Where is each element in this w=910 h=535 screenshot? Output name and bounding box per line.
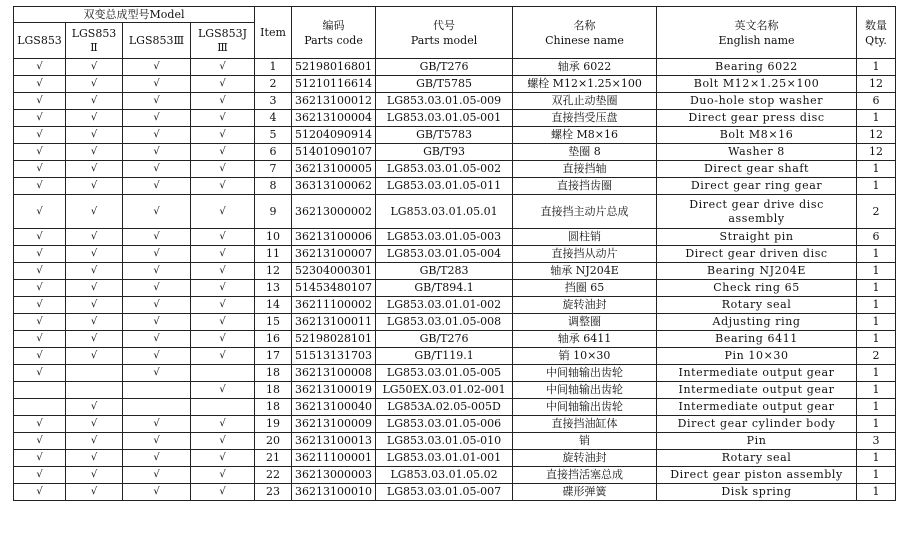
empty-model-cell xyxy=(66,365,123,382)
check-mark: √ xyxy=(66,433,123,450)
table-row xyxy=(14,263,896,280)
parts-model-cell: LG853.03.01.01-002 xyxy=(376,297,513,314)
check-mark: √ xyxy=(14,93,66,110)
parts-model-cell: LG853.03.01.05-005 xyxy=(376,365,513,382)
parts-model-cell: LG853.03.01.05-010 xyxy=(376,433,513,450)
table-row xyxy=(14,76,896,93)
item-cell: 8 xyxy=(255,178,292,195)
qty-cell: 1 xyxy=(857,382,896,399)
check-mark: √ xyxy=(191,59,255,76)
qty-cell: 1 xyxy=(857,297,896,314)
parts-model-cell: GB/T276 xyxy=(376,59,513,76)
check-mark: √ xyxy=(66,348,123,365)
qty-cell: 1 xyxy=(857,467,896,484)
chinese-name-cell: 垫圈 8 xyxy=(513,144,657,161)
parts-code-cell: 36213000003 xyxy=(292,467,376,484)
model-header-lgs853-ii: LGS853 Ⅱ xyxy=(66,23,123,59)
qty-cell: 1 xyxy=(857,110,896,127)
english-name-cell: Direct gear drive disc assembly xyxy=(657,195,857,229)
table-row xyxy=(14,399,896,416)
chinese-name-cell: 轴承 NJ204E xyxy=(513,263,657,280)
check-mark: √ xyxy=(66,127,123,144)
item-cell: 13 xyxy=(255,280,292,297)
check-mark: √ xyxy=(123,484,191,501)
check-mark: √ xyxy=(66,93,123,110)
qty-cell: 1 xyxy=(857,365,896,382)
check-mark: √ xyxy=(123,229,191,246)
qty-header: 数量 Qty. xyxy=(857,7,896,59)
check-mark: √ xyxy=(66,484,123,501)
check-mark: √ xyxy=(14,450,66,467)
qty-cell: 1 xyxy=(857,246,896,263)
table-row xyxy=(14,161,896,178)
item-cell: 10 xyxy=(255,229,292,246)
check-mark: √ xyxy=(123,93,191,110)
check-mark: √ xyxy=(191,110,255,127)
table-row xyxy=(14,195,896,229)
chinese-name-cell: 调整圈 xyxy=(513,314,657,331)
chinese-name-cell: 圆柱销 xyxy=(513,229,657,246)
check-mark: √ xyxy=(191,178,255,195)
parts-model-cell: LG853.03.01.05-004 xyxy=(376,246,513,263)
item-cell: 5 xyxy=(255,127,292,144)
parts-code-cell: 36213100010 xyxy=(292,484,376,501)
parts-model-cell: GB/T894.1 xyxy=(376,280,513,297)
check-mark: √ xyxy=(14,365,66,382)
check-mark: √ xyxy=(66,331,123,348)
parts-model-header: 代号 Parts model xyxy=(376,7,513,59)
check-mark: √ xyxy=(14,195,66,229)
qty-cell: 1 xyxy=(857,399,896,416)
qty-cell: 1 xyxy=(857,280,896,297)
model-header-lgs853: LGS853 xyxy=(14,23,66,59)
parts-code-cell: 36213100006 xyxy=(292,229,376,246)
parts-model-cell: LG853.03.01.05.02 xyxy=(376,467,513,484)
english-name-header: 英文名称 English name xyxy=(657,7,857,59)
english-name-cell: Intermediate output gear xyxy=(657,365,857,382)
check-mark: √ xyxy=(123,144,191,161)
parts-code-cell: 36213100019 xyxy=(292,382,376,399)
english-name-cell: Duo-hole stop washer xyxy=(657,93,857,110)
item-cell: 6 xyxy=(255,144,292,161)
item-cell: 18 xyxy=(255,365,292,382)
check-mark: √ xyxy=(123,178,191,195)
parts-code-cell: 36211100002 xyxy=(292,297,376,314)
parts-code-cell: 36211100001 xyxy=(292,450,376,467)
qty-cell: 12 xyxy=(857,127,896,144)
check-mark: √ xyxy=(123,280,191,297)
table-header xyxy=(14,7,896,59)
parts-code-cell: 36213100012 xyxy=(292,93,376,110)
table-row xyxy=(14,314,896,331)
check-mark: √ xyxy=(14,110,66,127)
chinese-name-cell: 销 xyxy=(513,433,657,450)
chinese-name-cell: 挡圈 65 xyxy=(513,280,657,297)
chinese-name-cell: 螺栓 M8×16 xyxy=(513,127,657,144)
item-cell: 15 xyxy=(255,314,292,331)
check-mark: √ xyxy=(123,127,191,144)
parts-model-cell: LG853.03.01.05-003 xyxy=(376,229,513,246)
chinese-name-cell: 中间轴输出齿轮 xyxy=(513,365,657,382)
parts-code-cell: 36213100007 xyxy=(292,246,376,263)
english-name-cell: Pin xyxy=(657,433,857,450)
table-row xyxy=(14,416,896,433)
qty-cell: 6 xyxy=(857,93,896,110)
check-mark: √ xyxy=(123,365,191,382)
check-mark: √ xyxy=(66,314,123,331)
check-mark: √ xyxy=(191,314,255,331)
english-name-cell: Washer 8 xyxy=(657,144,857,161)
table-row xyxy=(14,348,896,365)
chinese-name-cell: 双孔止动垫圈 xyxy=(513,93,657,110)
parts-code-cell: 36313100062 xyxy=(292,178,376,195)
parts-code-cell: 51204090914 xyxy=(292,127,376,144)
qty-cell: 6 xyxy=(857,229,896,246)
check-mark: √ xyxy=(191,229,255,246)
item-cell: 17 xyxy=(255,348,292,365)
item-cell: 23 xyxy=(255,484,292,501)
parts-model-cell: LG853.03.01.05-002 xyxy=(376,161,513,178)
item-cell: 18 xyxy=(255,382,292,399)
parts-model-cell: GB/T283 xyxy=(376,263,513,280)
qty-cell: 1 xyxy=(857,450,896,467)
check-mark: √ xyxy=(123,348,191,365)
item-cell: 19 xyxy=(255,416,292,433)
check-mark: √ xyxy=(66,450,123,467)
check-mark: √ xyxy=(191,246,255,263)
item-cell: 4 xyxy=(255,110,292,127)
check-mark: √ xyxy=(14,416,66,433)
check-mark: √ xyxy=(66,161,123,178)
table-row xyxy=(14,450,896,467)
english-name-cell: Bolt M12×1.25×100 xyxy=(657,76,857,93)
chinese-name-cell: 螺栓 M12×1.25×100 xyxy=(513,76,657,93)
parts-model-cell: GB/T5785 xyxy=(376,76,513,93)
english-name-cell: Bearing 6411 xyxy=(657,331,857,348)
check-mark: √ xyxy=(123,59,191,76)
chinese-name-cell: 旋转油封 xyxy=(513,450,657,467)
check-mark: √ xyxy=(14,246,66,263)
table-row xyxy=(14,93,896,110)
check-mark: √ xyxy=(66,467,123,484)
check-mark: √ xyxy=(191,331,255,348)
check-mark: √ xyxy=(123,263,191,280)
item-cell: 18 xyxy=(255,399,292,416)
english-name-cell: Direct gear shaft xyxy=(657,161,857,178)
check-mark: √ xyxy=(123,195,191,229)
table-row xyxy=(14,229,896,246)
parts-model-cell: LG853.03.01.05-011 xyxy=(376,178,513,195)
parts-model-cell: LG853.03.01.05-007 xyxy=(376,484,513,501)
check-mark: √ xyxy=(123,450,191,467)
qty-cell: 1 xyxy=(857,314,896,331)
check-mark: √ xyxy=(66,195,123,229)
parts-model-cell: GB/T5783 xyxy=(376,127,513,144)
check-mark: √ xyxy=(14,59,66,76)
check-mark: √ xyxy=(123,161,191,178)
english-name-cell: Bolt M8×16 xyxy=(657,127,857,144)
check-mark: √ xyxy=(123,433,191,450)
parts-list-page xyxy=(13,6,895,501)
check-mark: √ xyxy=(66,110,123,127)
qty-cell: 1 xyxy=(857,263,896,280)
english-name-cell: Direct gear cylinder body xyxy=(657,416,857,433)
check-mark: √ xyxy=(191,263,255,280)
empty-model-cell xyxy=(14,399,66,416)
check-mark: √ xyxy=(191,76,255,93)
check-mark: √ xyxy=(14,331,66,348)
chinese-name-cell: 直接挡受压盘 xyxy=(513,110,657,127)
check-mark: √ xyxy=(123,297,191,314)
item-cell: 2 xyxy=(255,76,292,93)
item-cell: 3 xyxy=(255,93,292,110)
parts-code-cell: 52304000301 xyxy=(292,263,376,280)
parts-model-cell: LG853.03.01.01-001 xyxy=(376,450,513,467)
check-mark: √ xyxy=(66,59,123,76)
table-row xyxy=(14,110,896,127)
check-mark: √ xyxy=(191,280,255,297)
item-cell: 1 xyxy=(255,59,292,76)
english-name-cell: Direct gear ring gear xyxy=(657,178,857,195)
check-mark: √ xyxy=(66,144,123,161)
check-mark: √ xyxy=(191,127,255,144)
check-mark: √ xyxy=(66,399,123,416)
check-mark: √ xyxy=(66,263,123,280)
chinese-name-cell: 碟形弹簧 xyxy=(513,484,657,501)
check-mark: √ xyxy=(66,297,123,314)
item-cell: 21 xyxy=(255,450,292,467)
check-mark: √ xyxy=(14,161,66,178)
check-mark: √ xyxy=(191,195,255,229)
parts-model-cell: LG853.03.01.05-008 xyxy=(376,314,513,331)
check-mark: √ xyxy=(123,416,191,433)
table-row xyxy=(14,144,896,161)
chinese-name-cell: 中间轴输出齿轮 xyxy=(513,382,657,399)
parts-code-header: 编码 Parts code xyxy=(292,7,376,59)
check-mark: √ xyxy=(14,280,66,297)
check-mark: √ xyxy=(123,467,191,484)
check-mark: √ xyxy=(14,433,66,450)
item-cell: 9 xyxy=(255,195,292,229)
english-name-cell: Direct gear press disc xyxy=(657,110,857,127)
table-row xyxy=(14,365,896,382)
parts-code-cell: 51210116614 xyxy=(292,76,376,93)
qty-cell: 1 xyxy=(857,178,896,195)
english-name-cell: Straight pin xyxy=(657,229,857,246)
check-mark: √ xyxy=(123,110,191,127)
check-mark: √ xyxy=(191,433,255,450)
check-mark: √ xyxy=(191,93,255,110)
qty-cell: 1 xyxy=(857,484,896,501)
check-mark: √ xyxy=(191,416,255,433)
qty-cell: 1 xyxy=(857,416,896,433)
item-header: Item xyxy=(255,7,292,59)
empty-model-cell xyxy=(191,365,255,382)
chinese-name-cell: 直接挡齿圈 xyxy=(513,178,657,195)
check-mark: √ xyxy=(123,314,191,331)
table-row xyxy=(14,246,896,263)
item-cell: 11 xyxy=(255,246,292,263)
parts-code-cell: 51453480107 xyxy=(292,280,376,297)
check-mark: √ xyxy=(123,246,191,263)
parts-model-cell: LG853A.02.05-005D xyxy=(376,399,513,416)
table-row xyxy=(14,382,896,399)
qty-cell: 12 xyxy=(857,76,896,93)
check-mark: √ xyxy=(191,484,255,501)
parts-code-cell: 51401090107 xyxy=(292,144,376,161)
chinese-name-cell: 轴承 6411 xyxy=(513,331,657,348)
table-row xyxy=(14,297,896,314)
item-cell: 7 xyxy=(255,161,292,178)
chinese-name-cell: 直接挡活塞总成 xyxy=(513,467,657,484)
empty-model-cell xyxy=(14,382,66,399)
table-row xyxy=(14,433,896,450)
item-cell: 12 xyxy=(255,263,292,280)
check-mark: √ xyxy=(191,297,255,314)
table-row xyxy=(14,484,896,501)
check-mark: √ xyxy=(123,76,191,93)
check-mark: √ xyxy=(14,178,66,195)
chinese-name-cell: 旋转油封 xyxy=(513,297,657,314)
english-name-cell: Adjusting ring xyxy=(657,314,857,331)
check-mark: √ xyxy=(191,348,255,365)
empty-model-cell xyxy=(123,382,191,399)
item-cell: 16 xyxy=(255,331,292,348)
check-mark: √ xyxy=(191,161,255,178)
model-header-lgs853j-iii: LGS853J Ⅲ xyxy=(191,23,255,59)
chinese-name-cell: 轴承 6022 xyxy=(513,59,657,76)
check-mark: √ xyxy=(14,127,66,144)
parts-code-cell: 36213100004 xyxy=(292,110,376,127)
parts-code-cell: 36213100005 xyxy=(292,161,376,178)
qty-cell: 2 xyxy=(857,348,896,365)
check-mark: √ xyxy=(14,229,66,246)
check-mark: √ xyxy=(66,76,123,93)
chinese-name-cell: 直接挡主动片总成 xyxy=(513,195,657,229)
check-mark: √ xyxy=(14,76,66,93)
item-cell: 20 xyxy=(255,433,292,450)
check-mark: √ xyxy=(14,484,66,501)
table-body xyxy=(14,59,896,501)
check-mark: √ xyxy=(66,246,123,263)
english-name-cell: Pin 10×30 xyxy=(657,348,857,365)
check-mark: √ xyxy=(14,297,66,314)
parts-model-cell: GB/T119.1 xyxy=(376,348,513,365)
parts-model-cell: LG50EX.03.01.02-001 xyxy=(376,382,513,399)
item-cell: 22 xyxy=(255,467,292,484)
check-mark: √ xyxy=(66,229,123,246)
table-row xyxy=(14,331,896,348)
english-name-cell: Rotary seal xyxy=(657,450,857,467)
empty-model-cell xyxy=(191,399,255,416)
parts-code-cell: 36213000002 xyxy=(292,195,376,229)
chinese-name-cell: 直接挡轴 xyxy=(513,161,657,178)
check-mark: √ xyxy=(14,144,66,161)
check-mark: √ xyxy=(191,450,255,467)
model-group-header: 双变总成型号Model xyxy=(14,7,255,23)
parts-code-cell: 36213100013 xyxy=(292,433,376,450)
check-mark: √ xyxy=(191,144,255,161)
empty-model-cell xyxy=(66,382,123,399)
check-mark: √ xyxy=(14,348,66,365)
check-mark: √ xyxy=(14,263,66,280)
parts-code-cell: 36213100040 xyxy=(292,399,376,416)
parts-code-cell: 52198028101 xyxy=(292,331,376,348)
table-row xyxy=(14,59,896,76)
parts-code-cell: 36213100011 xyxy=(292,314,376,331)
parts-model-cell: GB/T276 xyxy=(376,331,513,348)
table-row xyxy=(14,280,896,297)
parts-model-cell: LG853.03.01.05-001 xyxy=(376,110,513,127)
check-mark: √ xyxy=(66,280,123,297)
chinese-name-header: 名称 Chinese name xyxy=(513,7,657,59)
english-name-cell: Bearing 6022 xyxy=(657,59,857,76)
chinese-name-cell: 销 10×30 xyxy=(513,348,657,365)
table-row xyxy=(14,127,896,144)
parts-model-cell: LG853.03.01.05.01 xyxy=(376,195,513,229)
check-mark: √ xyxy=(66,178,123,195)
check-mark: √ xyxy=(66,416,123,433)
english-name-cell: Direct gear piston assembly xyxy=(657,467,857,484)
check-mark: √ xyxy=(123,331,191,348)
qty-cell: 1 xyxy=(857,161,896,178)
english-name-cell: Check ring 65 xyxy=(657,280,857,297)
check-mark: √ xyxy=(14,467,66,484)
item-cell: 14 xyxy=(255,297,292,314)
parts-model-cell: GB/T93 xyxy=(376,144,513,161)
qty-cell: 2 xyxy=(857,195,896,229)
table-row xyxy=(14,178,896,195)
parts-code-cell: 51513131703 xyxy=(292,348,376,365)
parts-code-cell: 36213100008 xyxy=(292,365,376,382)
chinese-name-cell: 中间轴输出齿轮 xyxy=(513,399,657,416)
qty-cell: 1 xyxy=(857,59,896,76)
empty-model-cell xyxy=(123,399,191,416)
parts-model-cell: LG853.03.01.05-009 xyxy=(376,93,513,110)
check-mark: √ xyxy=(191,382,255,399)
chinese-name-cell: 直接挡从动片 xyxy=(513,246,657,263)
parts-code-cell: 36213100009 xyxy=(292,416,376,433)
parts-table xyxy=(13,6,896,501)
english-name-cell: Intermediate output gear xyxy=(657,382,857,399)
qty-cell: 3 xyxy=(857,433,896,450)
qty-cell: 12 xyxy=(857,144,896,161)
english-name-cell: Bearing NJ204E xyxy=(657,263,857,280)
english-name-cell: Direct gear driven disc xyxy=(657,246,857,263)
english-name-cell: Disk spring xyxy=(657,484,857,501)
parts-code-cell: 52198016801 xyxy=(292,59,376,76)
qty-cell: 1 xyxy=(857,331,896,348)
chinese-name-cell: 直接挡油缸体 xyxy=(513,416,657,433)
check-mark: √ xyxy=(14,314,66,331)
model-header-lgs853-iii: LGS853Ⅲ xyxy=(123,23,191,59)
parts-model-cell: LG853.03.01.05-006 xyxy=(376,416,513,433)
check-mark: √ xyxy=(191,467,255,484)
english-name-cell: Intermediate output gear xyxy=(657,399,857,416)
table-row xyxy=(14,467,896,484)
english-name-cell: Rotary seal xyxy=(657,297,857,314)
